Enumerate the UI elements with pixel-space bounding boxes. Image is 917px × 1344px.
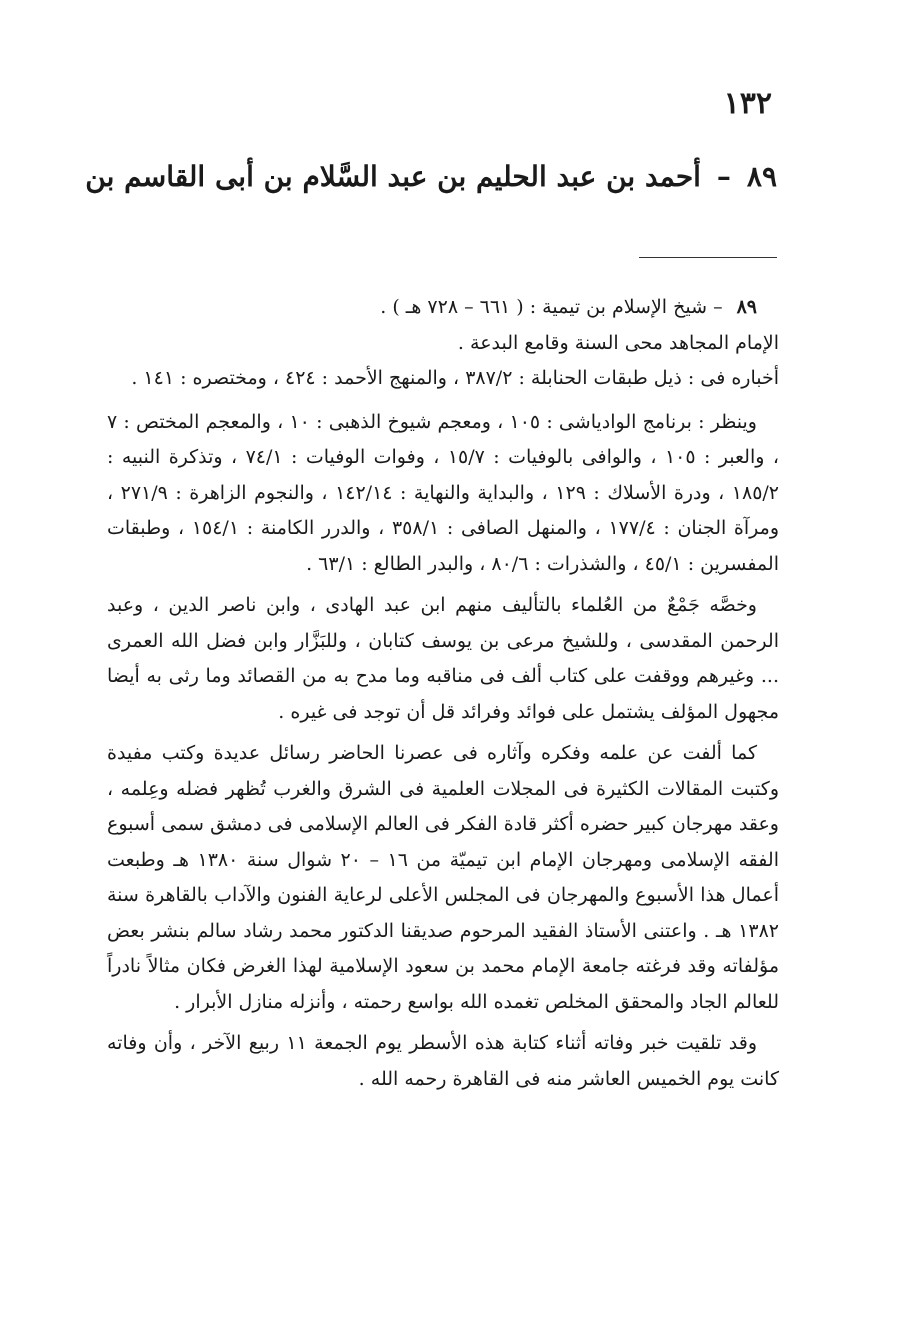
footnote-divider: [639, 257, 777, 258]
entry-heading-title: أحمد بن عبد الحليم بن عبد السَّلام بن أبى القاسم بن: [85, 160, 701, 193]
entry-heading-separator: –: [716, 160, 731, 193]
footnote-paragraph: أخباره فى : ذيل طبقات الحنابلة : ٣٨٧/٢ ، والمنهج الأحمد : ٤٢٤ ، ومختصره : ١٤١ .: [131, 367, 779, 389]
entry-heading-number: ٨٩: [746, 160, 777, 193]
footnotes-block: [107, 290, 779, 1097]
footnote-paragraph: وخصَّه جَمْعٌ من العُلماء بالتأليف منهم ابن عبد الهادى ، وابن ناصر الدين ، وعبد الرحمن المقدسى ، وللشيخ مرعى بن يوسف كتابان ، وللبَزَّار وابن فضل الله العمرى ... وغيرهم ووقفت على كتاب ألف فى مناقبه وما مدح به من القصائد وما رثى به أيضا مجهول المؤلف يشتمل على فوائد وفرائد قل أن توجد فى غيره .: [107, 594, 779, 723]
page-number: ١٣٢: [723, 86, 772, 121]
footnote-number: ٨٩: [736, 296, 757, 318]
footnote-paragraph: كما ألفت عن علمه وفكره وآثاره فى عصرنا الحاضر رسائل عديدة وكتب مفيدة وكتبت المقالات الكثيرة فى المجلات العلمية فى الشرق والغرب تُظهر فضله وعِلمه ، وعقد مهرجان كبير حضره أكثر قادة الفكر فى العالم الإسلامى فى دمشق سمى أسبوع الفقه الإسلامى ومهرجان الإمام ابن تيميّة من ١٦ – ٢٠ شوال سنة ١٣٨٠ هـ وطبعت أعمال هذا الأسبوع والمهرجان فى المجلس الأعلى لرعاية الفنون والآداب بالقاهرة سنة ١٣٨٢ هـ . واعتنى الأستاذ الفقيد المرحوم صديقنا الدكتور محمد رشاد سالم بنشر بعض مؤلفاته وقد فرغته جامعة الإمام محمد بن سعود الإسلامية لهذا الغرض فكان مثالاً نادراً للعالم الجاد والمحقق المخلص تغمده الله بواسع رحمته ، وأنزله منازل الأبرار .: [107, 742, 779, 1013]
footnote-intro: [107, 290, 779, 326]
footnote-paragraph: وينظر : برنامج الوادياشى : ١٠٥ ، ومعجم شيوخ الذهبى : ١٠ ، والمعجم المختص : ٧ ، والعبر : ١٠٥ ، والوافى بالوفيات : ١٥/٧ ، وفوات الوفيات : ٧٤/١ ، وتذكرة النبيه : ١٨٥/٢ ، ودرة الأسلاك : ١٢٩ ، والبداية والنهاية : ١٤٢/١٤ ، والنجوم الزاهرة : ٢٧١/٩ ، ومرآة الجنان : ١٧٧/٤ ، والمنهل الصافى : ٣٥٨/١ ، والدرر الكامنة : ١٥٤/١ ، وطبقات المفسرين : ٤٥/١ ، والشذرات : ٨٠/٦ ، والبدر الطالع : ٦٣/١ .: [107, 410, 780, 575]
entry-heading: [77, 160, 777, 193]
footnote-paragraph: الإمام المجاهد محى السنة وقامع البدعة .: [457, 331, 779, 354]
footnote-intro-text: – شيخ الإسلام بن تيمية : ( ٦٦١ – ٧٢٨ هـ ) .: [380, 296, 723, 318]
footnote-paragraph: وقد تلقيت خبر وفاته أثناء كتابة هذه الأسطر يوم الجمعة ١١ ربيع الآخر ، وأن وفاته كانت يوم الخميس العاشر منه فى القاهرة رحمه الله .: [107, 1032, 779, 1090]
